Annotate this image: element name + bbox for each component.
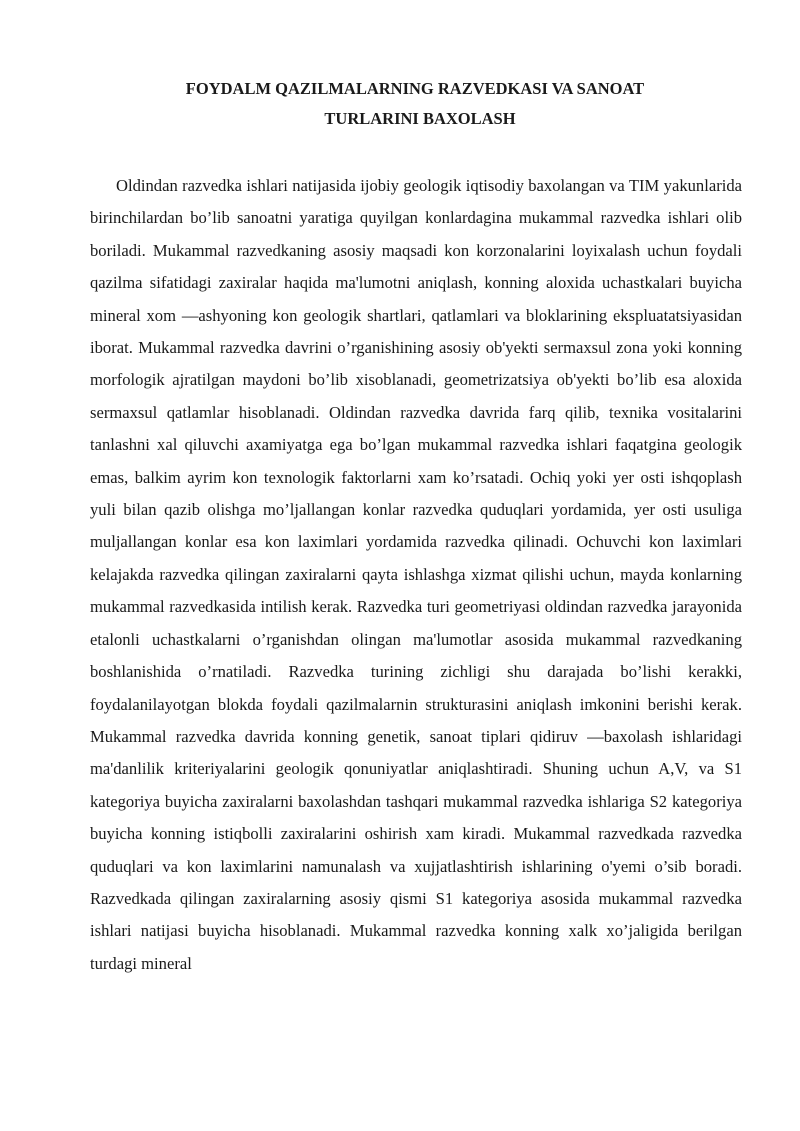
title-line-2: TURLARINI BAXOLASH [324,109,516,128]
document-title [90,74,740,134]
title-line-1: FOYDALM QAZILMALARNING RAZVEDKASI VA SANOAT [185,79,645,98]
body-paragraph: Oldindan razvedka ishlari natijasida ijobiy geologik iqtisodiy baxolangan va TIM yakunlarida birinchilardan bo’lib sanoatni yaratiga quyilgan konlardagina mukammal razvedka ishlari olib boriladi. Mukammal razvedkaning asosiy maqsadi kon korzonalarini loyixalash uchun foydali qazilma sifatidagi zaxiralar haqida ma'lumotni aniqlash, konning aloxida uchastkalari buyicha mineral xom —ashyoning kon geologik shartlari, qatlamlari va bloklarining ekspluatatsiyasidan iborat. Mukammal razvedka davrini o’rganishining asosiy ob'yekti sermaxsul zona yoki konning morfologik ajratilgan maydoni bo’lib xisoblanadi, geometrizatsiya ob'yekti bo’lib esa aloxida sermaxsul qatlamlar hisoblanadi. Oldindan razvedka davrida farq qilib, texnika vositalarini tanlashni xal qiluvchi axamiyatga ega bo’lgan mukammal razvedka ishlari faqatgina geologik emas, balkim ayrim kon texnologik faktorlarni xam ko’rsatadi. Ochiq yoki yer osti ishqoplash yuli bilan qazib olishga mo’ljallangan konlar razvedka quduqlari yordamida, yer osti usuliga muljallangan konlar esa kon laximlari yordamida razvedka qilinadi. Ochuvchi kon laximlari kelajakda razvedka qilingan zaxiralarni qayta ishlashga xizmat qilishi uchun, mayda konlarning mukammal razvedkasida intilish kerak. Razvedka turi geometriyasi oldindan razvedka jarayonida etalonli uchastkalarni o’rganishdan olingan ma'lumotlar asosida mukammal razvedkaning boshlanishida o’rnatiladi. Razvedka turining zichligi shu darajada bo’lishi kerakki, foydalanilayotgan blokda foydali qazilmalarnin strukturasini aniqlash imkonini berishi kerak. Mukammal razvedka davrida konning genetik, sanoat tiplari qidiruv —baxolash ishlaridagi ma'danlilik kriteriyalarini geologik qonuniyatlar aniqlashtiradi. Shuning uchun A,V, va S1 kategoriya buyicha zaxiralarni baxolashdan tashqari mukammal razvedka ishlariga S2 kategoriya buyicha konning istiqbolli zaxiralarini oshirish xam kiradi. Mukammal razvedkada razvedka quduqlari va kon laximlarini namunalash va xujjatlashtirish ishlarining o'yemi o’sib boradi. Razvedkada qilingan zaxiralarning asosiy qismi S1 kategoriya asosida mukammal razvedka ishlari natijasi buyicha hisoblanadi. Mukammal razvedka konning xalk xo’jaligida berilgan turdagi mineral [90,176,742,973]
